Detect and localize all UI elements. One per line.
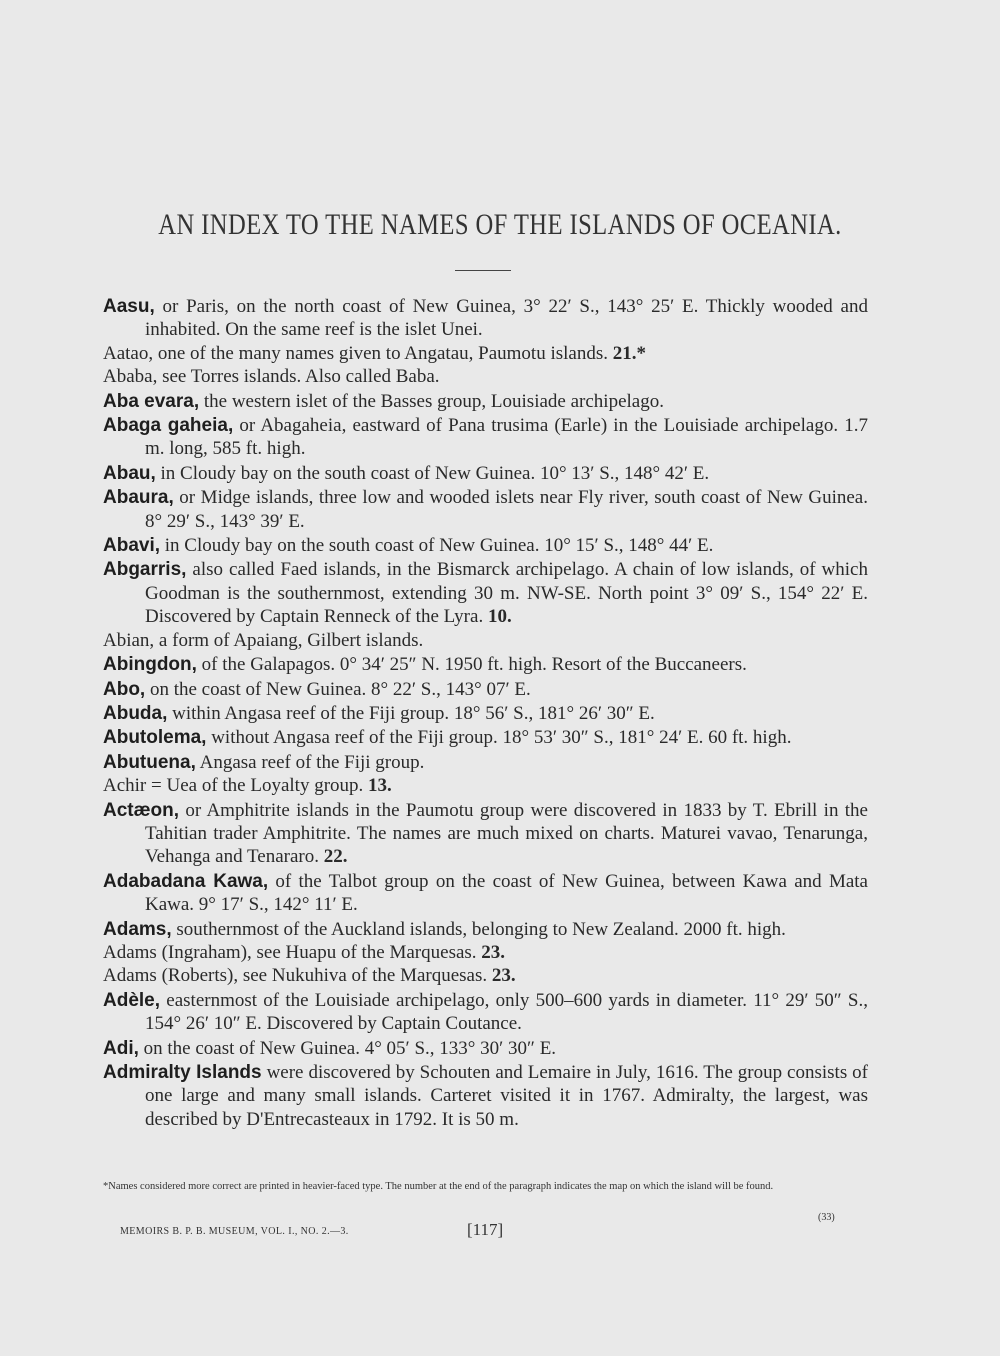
index-entry	[103, 726, 868, 749]
entry-text: in Cloudy bay on the south coast of New Guinea. 10° 13′ S., 148° 42′ E.	[155, 462, 710, 484]
entry-text: also called Faed islands, in the Bismarck archipelago. A chain of low islands, of which Goodman is the southernmost, extending 30 m. NW-SE. North point 3° 09′ S., 154° 22′ E. Discovered by Captain Renneck of the Lyra.	[145, 559, 868, 628]
entry-headword: Abau,	[103, 462, 156, 484]
entry-text: easternmost of the Louisiade archipelago, only 500–600 yards in diameter. 11° 29′ 50″ S., 154° 26′ 10″ E. Discovered by Captain Coutance.	[145, 989, 868, 1035]
entry-map-number: 13.	[368, 775, 392, 797]
entry-headword: Abaga gaheia,	[103, 415, 234, 437]
footnote: *Names considered more correct are printed in heavier-faced type. The number at the end of the paragraph indicates the map on which the island will be found.	[103, 1181, 774, 1192]
index-entry	[103, 678, 868, 701]
index-entries	[103, 294, 868, 1131]
entry-headword: Abo,	[103, 678, 146, 700]
entry-text: without Angasa reef of the Fiji group. 18° 53′ 30″ S., 181° 24′ E. 60 ft. high.	[206, 727, 792, 749]
entry-map-number: 21.*	[612, 342, 646, 364]
entry-text: or Amphitrite islands in the Paumotu group were discovered in 1833 by T. Ebrill in the Tahitian trader Amphitrite. The names are much mixed on charts. Maturei vavao, Tenarunga, Vehanga and Tenararo.	[145, 799, 868, 868]
entry-headword: Abgarris,	[103, 559, 187, 581]
entry-headword: Admiralty Islands	[103, 1062, 262, 1083]
entry-text: or Abagaheia, eastward of Pana trusima (Earle) in the Louisiade archipelago. 1.7 m. long, 585 ft. high.	[145, 415, 868, 460]
index-entry	[103, 751, 868, 774]
index-entry	[103, 702, 868, 725]
entry-text: or Midge islands, three low and wooded islets near Fly river, south coast of New Guinea. 8° 29′ S., 143° 39′ E.	[145, 487, 868, 532]
index-entry	[103, 414, 868, 461]
entry-headword: Adèle,	[103, 989, 161, 1011]
index-entry	[103, 1037, 868, 1060]
title-rule	[455, 270, 511, 271]
entry-text: on the coast of New Guinea. 4° 05′ S., 133° 30′ 30″ E.	[138, 1037, 557, 1059]
entry-headword: Abutolema,	[103, 727, 207, 749]
entry-text: Aatao, one of the many names given to Angatau, Paumotu islands.	[103, 342, 608, 364]
index-entry	[103, 342, 868, 365]
entry-text: Adams (Roberts), see Nukuhiva of the Marquesas.	[103, 965, 488, 987]
entry-headword: Aasu,	[103, 296, 155, 317]
entry-text: of the Galapagos. 0° 34′ 25″ N. 1950 ft. high. Resort of the Buccaneers.	[196, 654, 747, 676]
index-entry	[103, 629, 868, 652]
index-entry	[103, 989, 868, 1036]
series-citation: MEMOIRS B. P. B. MUSEUM, VOL. I., NO. 2.—3.	[120, 1226, 349, 1237]
entry-headword: Abaura,	[103, 487, 174, 509]
page-title: AN INDEX TO THE NAMES OF THE ISLANDS OF OCEANIA.	[158, 208, 842, 241]
index-entry	[103, 653, 868, 676]
entry-headword: Abutuena,	[103, 751, 196, 773]
entry-map-number: 22.	[323, 846, 348, 868]
entry-headword: Adabadana Kawa,	[103, 870, 269, 892]
entry-text: Angasa reef of the Fiji group.	[195, 751, 425, 773]
entry-headword: Abingdon,	[103, 654, 197, 676]
index-entry	[103, 486, 868, 533]
entry-text: within Angasa reef of the Fiji group. 18° 56′ S., 181° 26′ 30″ E.	[167, 702, 655, 724]
entry-text: Ababa, see Torres islands. Also called Baba.	[103, 366, 440, 388]
entry-text: on the coast of New Guinea. 8° 22′ S., 143° 07′ E.	[145, 678, 531, 700]
entry-text: in Cloudy bay on the south coast of New Guinea. 10° 15′ S., 148° 44′ E.	[160, 535, 714, 557]
index-entry	[103, 390, 868, 413]
entry-headword: Abuda,	[103, 702, 168, 724]
entry-text: of the Talbot group on the coast of New Guinea, between Kawa and Mata Kawa. 9° 17′ S., 142° 11′ E.	[145, 870, 868, 916]
entry-map-number: 23.	[491, 965, 516, 987]
entry-text: southernmost of the Auckland islands, belonging to New Zealand. 2000 ft. high.	[171, 918, 786, 940]
entry-map-number: 23.	[481, 941, 506, 963]
index-entry	[103, 774, 868, 797]
index-entry	[103, 462, 868, 485]
entry-map-number: 10.	[487, 606, 512, 628]
entry-text: or Paris, on the north coast of New Guinea, 3° 22′ S., 143° 25′ E. Thickly wooded and inhabited. On the same reef is the islet Unei.	[145, 296, 868, 341]
index-entry	[103, 295, 868, 342]
entry-text: Achir = Uea of the Loyalty group.	[103, 775, 364, 797]
index-entry	[103, 365, 868, 388]
entry-text: were discovered by Schouten and Lemaire in July, 1616. The group consists of one large and many small islands. Carteret visited it in 1767. Admiralty, the largest, was described by D'Entrecasteaux in 1792. It is 50 m.	[145, 1062, 869, 1130]
entry-text: Adams (Ingraham), see Huapu of the Marquesas.	[103, 941, 477, 963]
entry-headword: Actæon,	[103, 799, 179, 821]
entry-headword: Aba evara,	[103, 390, 200, 412]
entry-headword: Abavi,	[103, 535, 161, 557]
index-entry	[103, 1061, 868, 1131]
index-entry	[103, 918, 868, 941]
page-number: [117]	[467, 1220, 504, 1239]
index-entry	[103, 799, 868, 869]
index-entry	[103, 534, 868, 557]
index-entry	[103, 870, 868, 917]
entry-text: Abian, a form of Apaiang, Gilbert islands.	[103, 629, 424, 651]
entry-headword: Adi,	[103, 1037, 139, 1059]
index-entry	[103, 941, 868, 964]
index-entry	[103, 964, 868, 987]
entry-text: the western islet of the Basses group, Louisiade archipelago.	[199, 390, 664, 412]
index-entry	[103, 558, 868, 628]
plate-number: (33)	[818, 1212, 835, 1223]
entry-headword: Adams,	[103, 918, 172, 940]
